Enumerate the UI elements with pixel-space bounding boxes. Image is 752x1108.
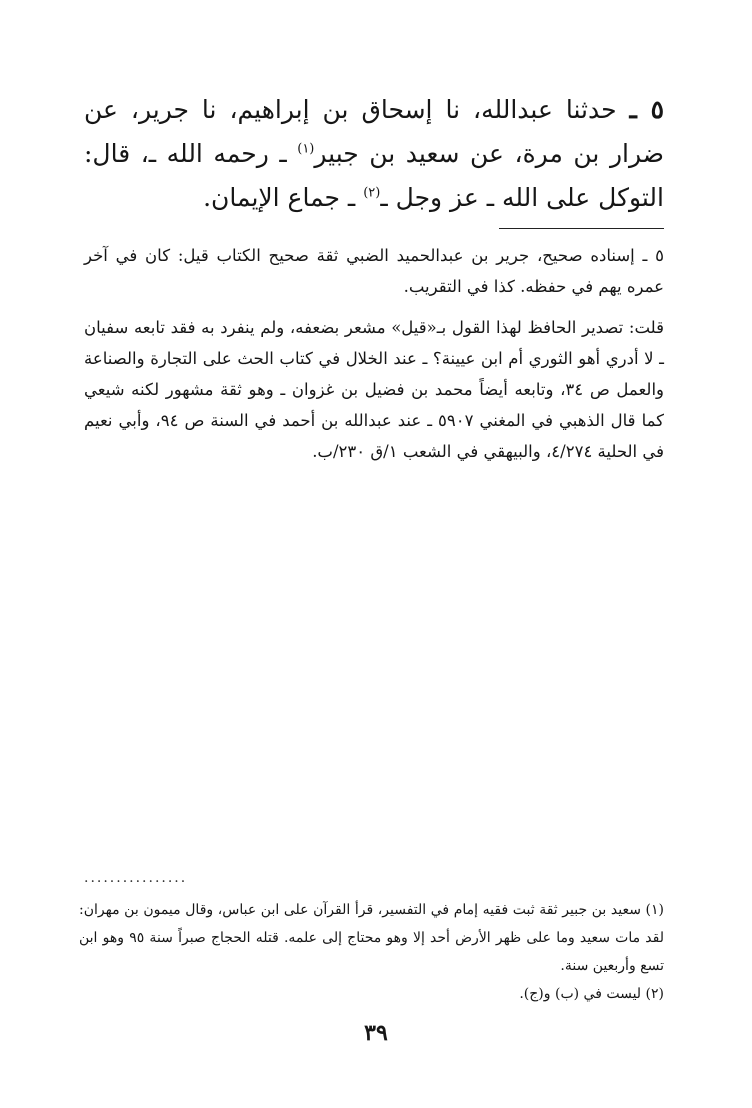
- footnotes-block: [79, 896, 664, 1008]
- footnote-marker-1: (١): [297, 141, 315, 157]
- hadith-text-part2: ـ رحمه الله ـ، قال: التوكل على الله ـ عز وجل ـ: [84, 139, 664, 212]
- footnote-1: (١) سعيد بن جبير ثقة ثبت فقيه إمام في التفسير، قرأ القرآن على ابن عباس، وقال ميمون بن مهران: لقد مات سعيد وما على ظهر الأرض أحد إلا وهو محتاج إلى علمه. قتله الحجاج صبراً سنة ٩٥ وهو ابن تسع وأربعين سنة.: [79, 902, 664, 974]
- hadith-chain-part1: حدثنا عبدالله، نا إسحاق بن إبراهيم، نا جرير، عن ضرار بن مرة، عن سعيد بن جبير: [84, 95, 664, 168]
- hadith-text: [84, 88, 664, 220]
- page-number: ٣٩: [364, 1020, 388, 1046]
- commentary-paragraph-2: قلت: تصدير الحافظ لهذا القول بـ«قيل» مشعر بضعفه، ولم ينفرد به فقد تابعه سفيان ـ لا أدري أهو الثوري أم ابن عيينة؟ ـ عند الخلال في كتاب الحث على التجارة والصناعة والعمل ص ٣٤، وتابعه أيضاً محمد بن فضيل بن غزوان ـ وهو ثقة مشهور لكنه شيعي كما قال الذهبي في المغني ٥٩٠٧ ـ عند عبدالله بن أحمد في السنة ص ٩٤، وأبي نعيم في الحلية ٤/٢٧٤، والبيهقي في الشعب ١/ق ٢٣٠/ب.: [84, 318, 664, 461]
- footnote-2: (٢) ليست في (ب) و(ج).: [519, 986, 664, 1002]
- section-divider: [499, 228, 664, 229]
- footnote-separator: ................: [84, 870, 188, 886]
- commentary-block: [84, 240, 664, 477]
- hadith-number: ٥ ـ: [629, 95, 664, 124]
- footnote-marker-2: (٢): [363, 185, 381, 201]
- hadith-text-part3: ـ جماع الإيمان.: [203, 183, 356, 212]
- commentary-paragraph-1: ٥ ـ إسناده صحيح، جرير بن عبدالحميد الضبي ثقة صحيح الكتاب قيل: كان في آخر عمره يهم في حفظه. كذا في التقريب.: [84, 246, 664, 296]
- hadith-paragraph: [84, 88, 664, 220]
